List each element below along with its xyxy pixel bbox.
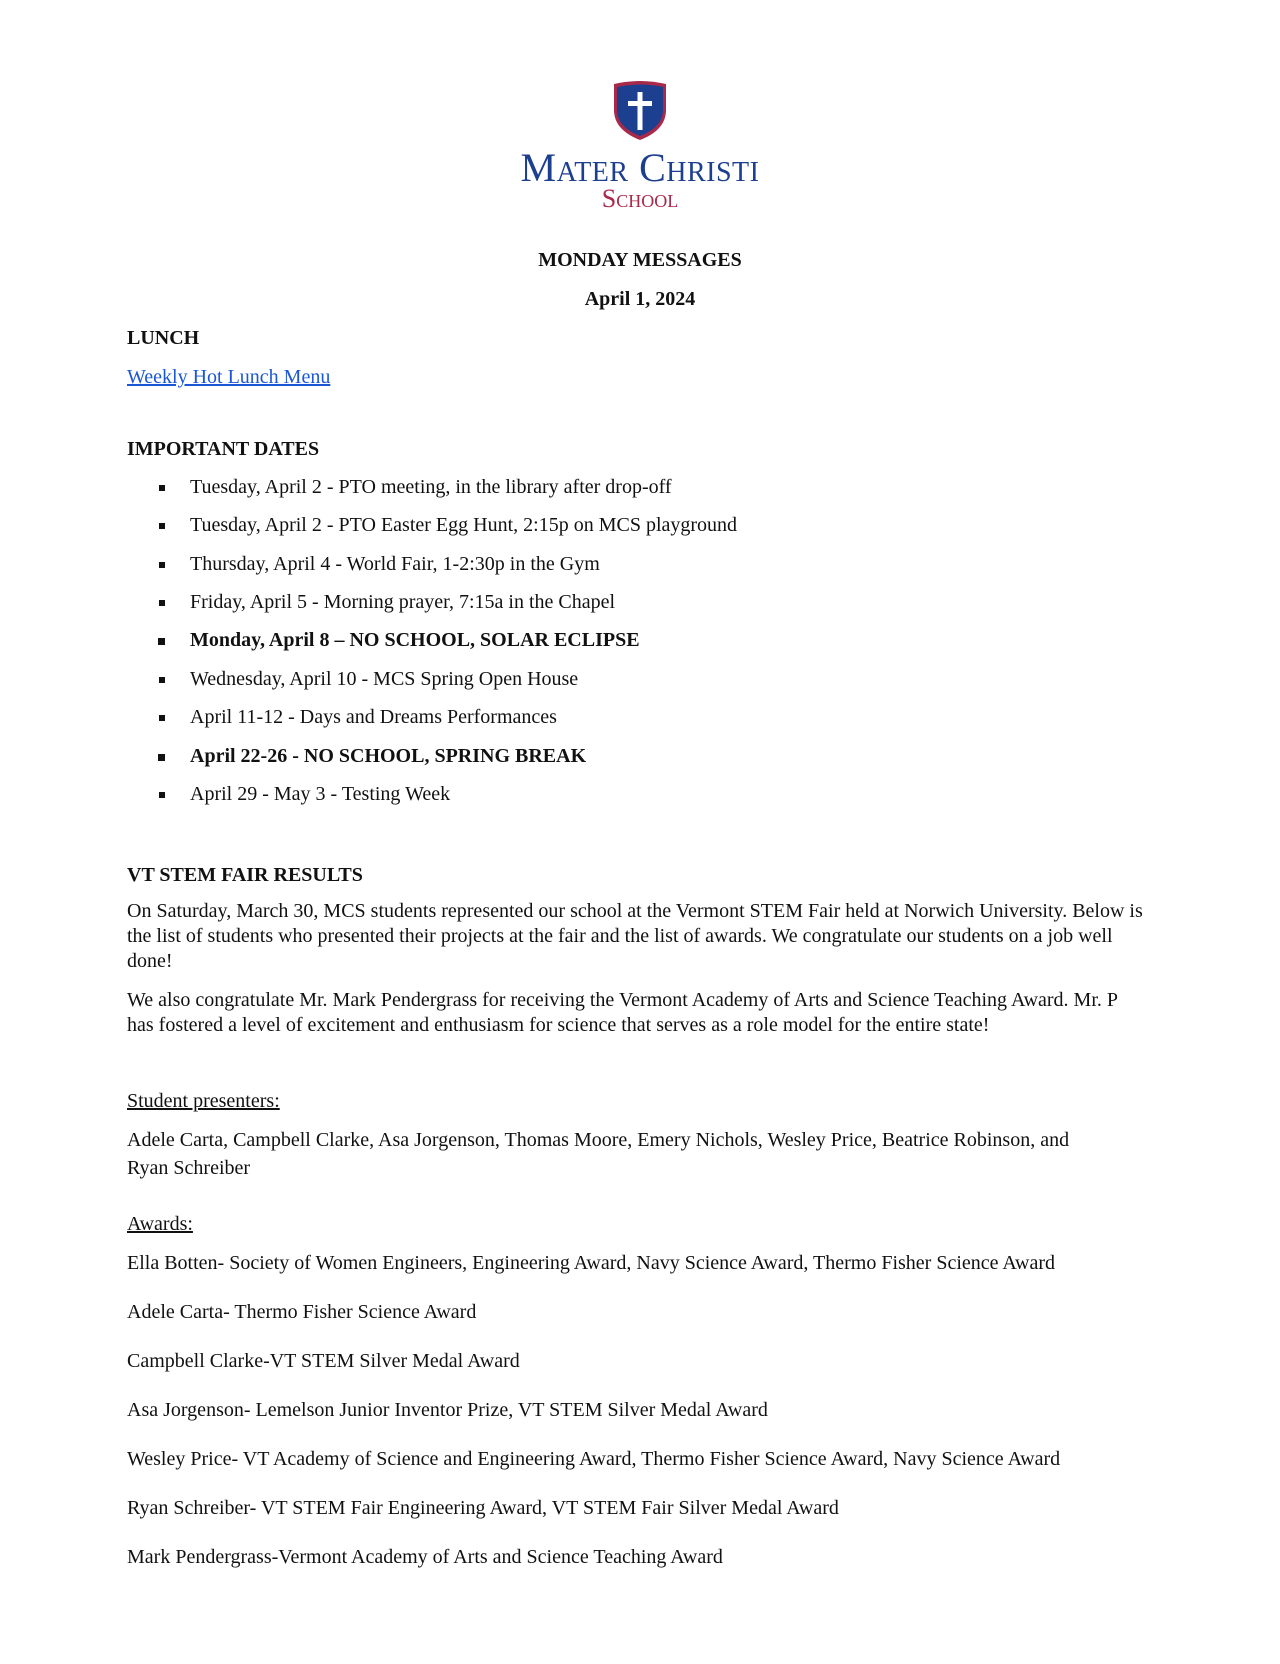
important-dates-heading: IMPORTANT DATES xyxy=(127,438,320,460)
school-subname: School xyxy=(601,184,679,213)
stem-paragraph: On Saturday, March 30, MCS students represented our school at the Vermont STEM Fair held at Norwich University. Below is the list of students who presented their projects at the fair and the list of awards. We congratulate our students on a job well done! xyxy=(127,900,1143,972)
list-item: April 29 - May 3 - Testing Week xyxy=(190,783,451,805)
bullet-icon xyxy=(159,677,165,683)
list-item: Tuesday, April 2 - PTO meeting, in the library after drop-off xyxy=(190,476,672,498)
cross-shield-icon xyxy=(612,80,668,142)
award-item: Ella Botten- Society of Women Engineers, Engineering Award, Navy Science Award, Thermo Fisher Science Award xyxy=(127,1252,1056,1274)
page-title: MONDAY MESSAGES xyxy=(538,249,742,271)
page-date: April 1, 2024 xyxy=(584,288,696,310)
award-item: Mark Pendergrass-Vermont Academy of Arts and Science Teaching Award xyxy=(127,1546,723,1568)
presenters-label: Student presenters: xyxy=(127,1090,280,1112)
list-item: Thursday, April 4 - World Fair, 1-2:30p in the Gym xyxy=(190,553,600,575)
bullet-icon xyxy=(159,562,165,568)
bullet-icon xyxy=(159,485,165,491)
list-item: Wednesday, April 10 - MCS Spring Open House xyxy=(190,668,579,690)
list-item: April 11-12 - Days and Dreams Performances xyxy=(190,706,557,728)
stem-paragraph-award: We also congratulate Mr. Mark Pendergrass for receiving the Vermont Academy of Arts and Science Teaching Award. Mr. P has fostered a level of excitement and enthusiasm for science that serves as a role model for the entire state! xyxy=(127,989,1118,1036)
list-item-highlight: April 22-26 - NO SCHOOL, SPRING BREAK xyxy=(190,745,587,767)
award-item: Adele Carta- Thermo Fisher Science Award xyxy=(127,1301,477,1323)
school-name: Mater Christi xyxy=(520,145,760,190)
list-item-highlight: Monday, April 8 – NO SCHOOL, SOLAR ECLIPSE xyxy=(190,629,640,651)
presenters-list-cont: Ryan Schreiber xyxy=(127,1157,251,1179)
stem-heading: VT STEM FAIR RESULTS xyxy=(127,864,363,886)
award-item: Campbell Clarke-VT STEM Silver Medal Award xyxy=(127,1350,520,1372)
bullet-icon xyxy=(158,754,165,761)
lunch-heading: LUNCH xyxy=(127,327,200,349)
bullet-icon xyxy=(158,638,165,645)
award-item: Ryan Schreiber- VT STEM Fair Engineering Award, VT STEM Fair Silver Medal Award xyxy=(127,1497,839,1519)
presenters-list: Adele Carta, Campbell Clarke, Asa Jorgenson, Thomas Moore, Emery Nichols, Wesley Price, Beatrice Robinson, and xyxy=(127,1129,1070,1151)
bullet-icon xyxy=(159,715,165,721)
award-item: Wesley Price- VT Academy of Science and Engineering Award, Thermo Fisher Science Award, Navy Science Award xyxy=(127,1448,1061,1470)
list-item: Friday, April 5 - Morning prayer, 7:15a in the Chapel xyxy=(190,591,616,613)
hot-lunch-menu-link[interactable]: Weekly Hot Lunch Menu xyxy=(127,366,331,388)
award-item: Asa Jorgenson- Lemelson Junior Inventor Prize, VT STEM Silver Medal Award xyxy=(127,1399,768,1421)
bullet-icon xyxy=(159,792,165,798)
awards-label: Awards: xyxy=(127,1213,193,1235)
list-item: Tuesday, April 2 - PTO Easter Egg Hunt, 2:15p on MCS playground xyxy=(190,514,738,536)
bullet-icon xyxy=(159,523,165,529)
bullet-icon xyxy=(159,600,165,606)
school-logo xyxy=(0,80,1280,142)
